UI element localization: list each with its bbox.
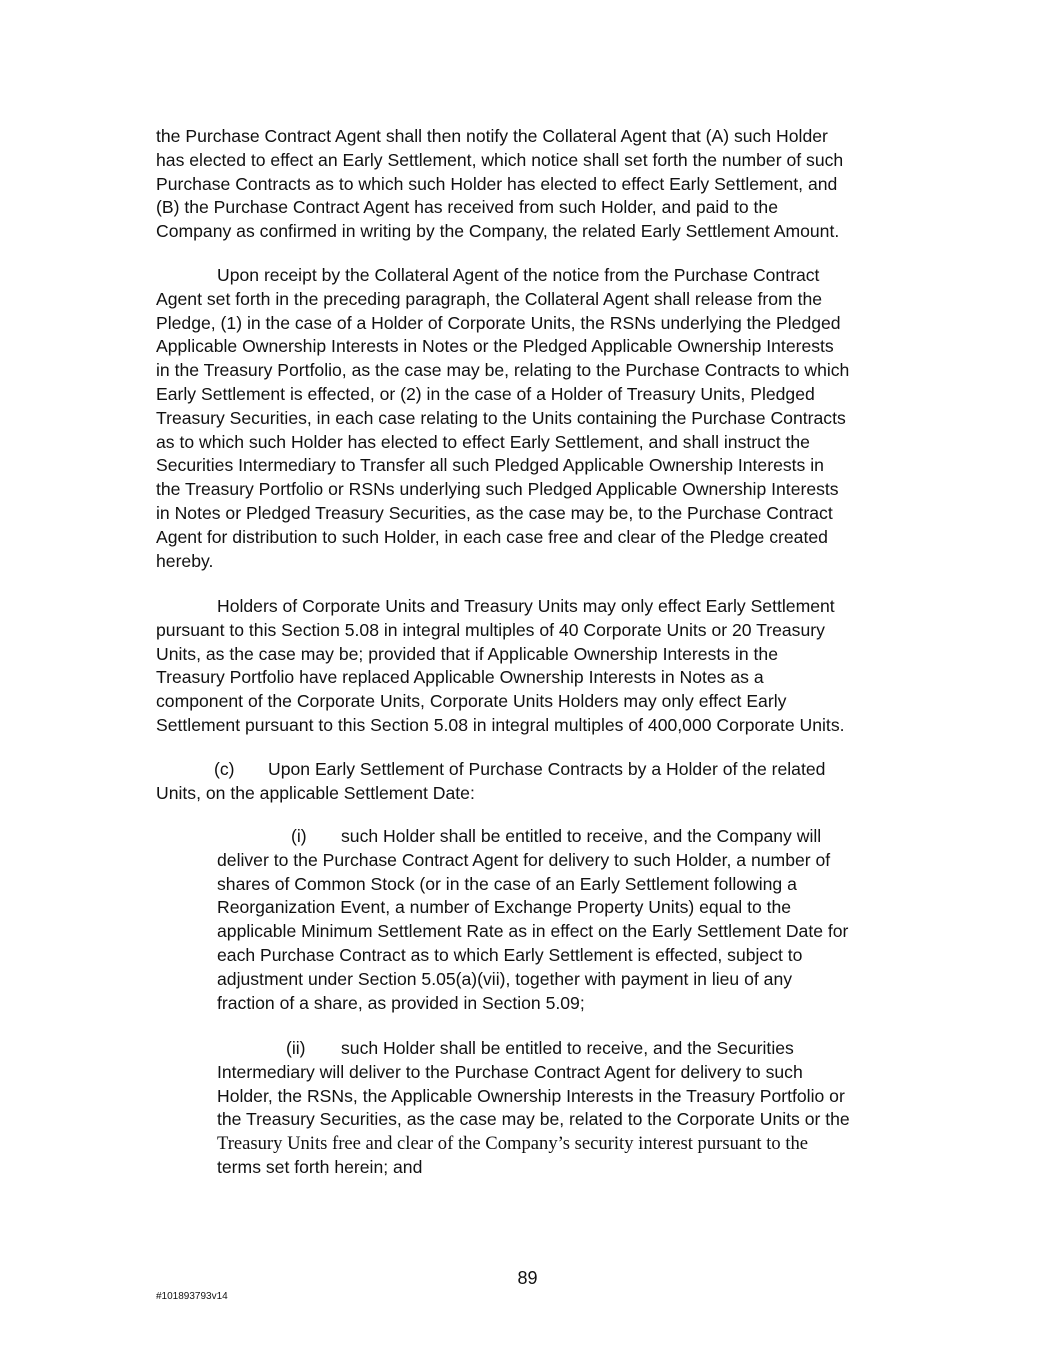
text-line: terms set forth herein; and — [217, 1156, 423, 1177]
item-ii — [217, 1037, 907, 1180]
paragraph-holders — [156, 595, 901, 738]
text-line: Intermediary will deliver to the Purchase Contract Agent for delivery to such — [217, 1061, 803, 1082]
text-line: as to which such Holder has elected to effect Early Settlement, and shall instruct the — [156, 431, 810, 452]
text-line: applicable Minimum Settlement Rate as in effect on the Early Settlement Date for — [217, 921, 849, 942]
text-line: such Holder shall be entitled to receive, and the Company will — [341, 826, 822, 846]
text-line: Agent for distribution to such Holder, in each case free and clear of the Pledge created — [156, 526, 828, 547]
text-line: Treasury Units free and clear of the Company’s security interest pursuant to the — [217, 1133, 809, 1155]
item-label: (i) — [291, 826, 307, 846]
page-number: 89 — [517, 1268, 538, 1288]
text-line: hereby. — [156, 550, 214, 571]
text-line: the Treasury Securities, as the case may be, related to the Corporate Units or the — [217, 1109, 850, 1130]
text-line: Units, on the applicable Settlement Date: — [156, 782, 475, 803]
text-line: (B) the Purchase Contract Agent has received from such Holder, and paid to the — [156, 197, 778, 218]
text-line: Settlement pursuant to this Section 5.08 in integral multiples of 400,000 Corporate Units. — [156, 714, 845, 735]
text-line: Upon Early Settlement of Purchase Contracts by a Holder of the related — [268, 759, 826, 779]
text-line: fraction of a share, as provided in Section 5.09; — [217, 992, 585, 1013]
section-label: (c) — [214, 759, 235, 779]
text-line: component of the Corporate Units, Corporate Units Holders may only effect Early — [156, 691, 787, 712]
item-i — [217, 825, 907, 1015]
text-line: Early Settlement is effected, or (2) in the case of a Holder of Treasury Units, Pledged — [156, 383, 815, 404]
section-c — [156, 758, 901, 806]
item-label: (ii) — [286, 1038, 306, 1058]
text-line: has elected to effect an Early Settlement, which notice shall set forth the number of such — [156, 149, 844, 170]
text-line: Company as confirmed in writing by the Company, the related Early Settlement Amount. — [156, 221, 840, 242]
text-line: adjustment under Section 5.05(a)(vii), together with payment in lieu of any — [217, 968, 793, 989]
text-line: Securities Intermediary to Transfer all such Pledged Applicable Ownership Interests in — [156, 455, 824, 476]
text-line: in the Treasury Portfolio, as the case may be, relating to the Purchase Contracts to which — [156, 360, 850, 381]
text-line: the Purchase Contract Agent shall then notify the Collateral Agent that (A) such Holder — [156, 126, 828, 146]
paragraph-continuation — [156, 125, 901, 244]
text-line: deliver to the Purchase Contract Agent for delivery to such Holder, a number of — [217, 849, 831, 870]
text-line: Agent set forth in the preceding paragraph, the Collateral Agent shall release from the — [156, 288, 823, 309]
text-line: Purchase Contracts as to which such Holder has elected to effect Early Settlement, and — [156, 173, 838, 194]
text-line: Holders of Corporate Units and Treasury Units may only effect Early Settlement — [217, 596, 835, 616]
text-line: Treasury Securities, in each case relating to the Units containing the Purchase Contracts — [156, 407, 846, 428]
item-ii-first-line — [217, 1037, 907, 1061]
text-line: Treasury Portfolio have replaced Applicable Ownership Interests in Notes as a — [156, 667, 764, 688]
text-line: Units, as the case may be; provided that if Applicable Ownership Interests in the — [156, 643, 778, 664]
text-line: shares of Common Stock (or in the case of an Early Settlement following a — [217, 873, 797, 894]
text-line: Applicable Ownership Interests in Notes or the Pledged Applicable Ownership Interests — [156, 336, 834, 357]
text-line: pursuant to this Section 5.08 in integral multiples of 40 Corporate Units or 20 Treasury — [156, 619, 825, 640]
text-line: in Notes or Pledged Treasury Securities, as the case may be, to the Purchase Contract — [156, 502, 833, 523]
text-line: Pledge, (1) in the case of a Holder of Corporate Units, the RSNs underlying the Pledged — [156, 312, 841, 333]
text-line: each Purchase Contract as to which Early Settlement is effected, subject to — [217, 944, 803, 965]
section-c-first-line — [156, 758, 901, 782]
document-id: #101893793v14 — [156, 1291, 228, 1302]
text-line: such Holder shall be entitled to receive, and the Securities — [341, 1038, 794, 1058]
item-i-first-line — [217, 825, 907, 849]
text-line: Upon receipt by the Collateral Agent of the notice from the Purchase Contract — [217, 265, 820, 285]
text-line: Holder, the RSNs, the Applicable Ownership Interests in the Treasury Portfolio or — [217, 1085, 845, 1106]
text-line: the Treasury Portfolio or RSNs underlying such Pledged Applicable Ownership Interests — [156, 479, 839, 500]
paragraph-upon-receipt — [156, 264, 901, 573]
text-line: Reorganization Event, a number of Exchange Property Units) equal to the — [217, 897, 792, 918]
